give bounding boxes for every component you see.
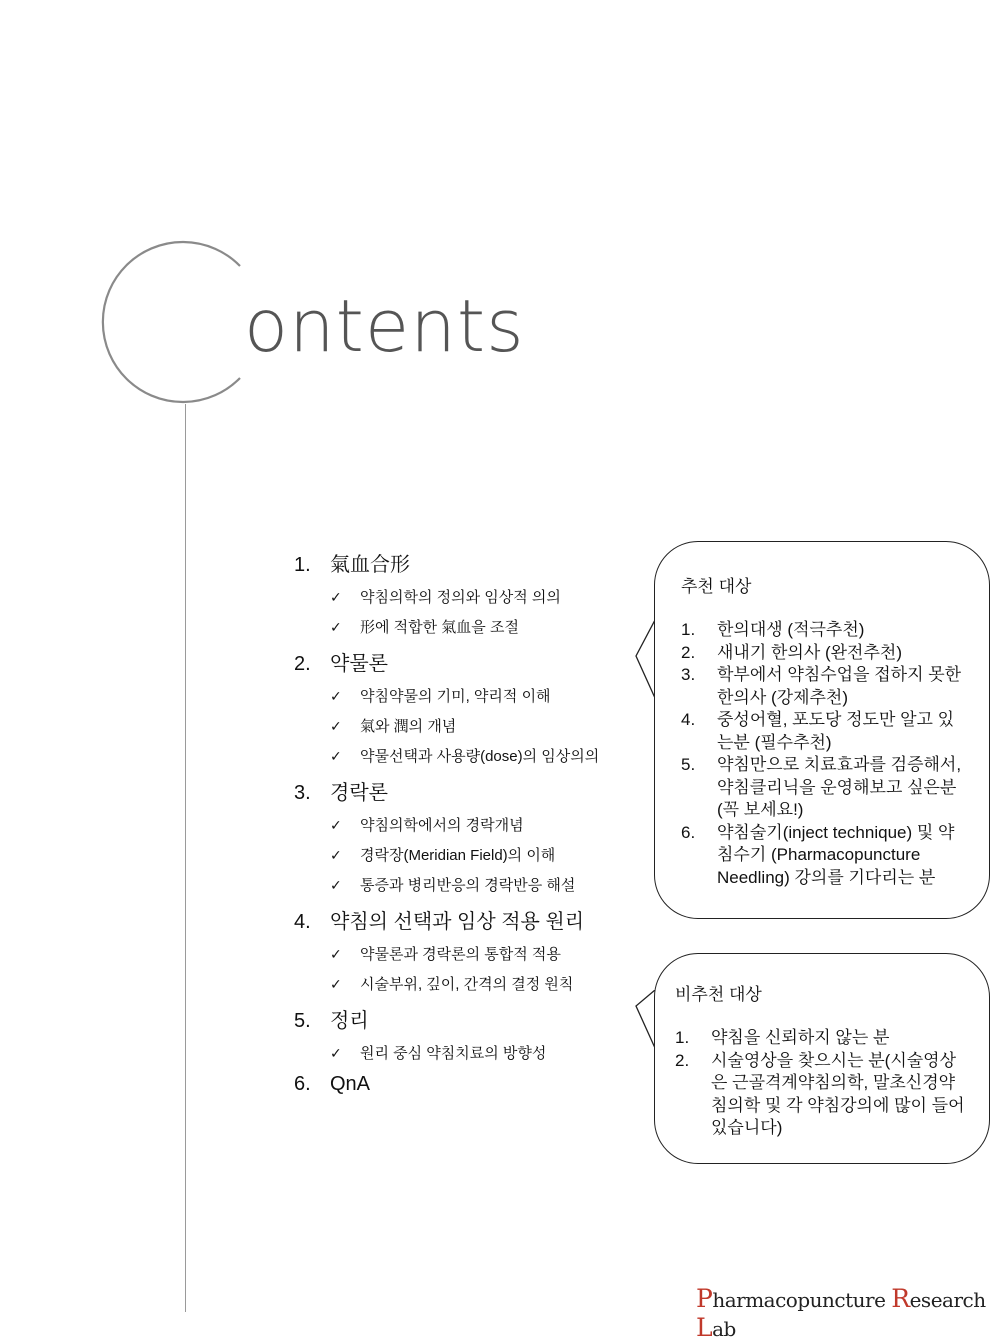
subitem-label: 氣와 潤의 개념 (360, 718, 457, 735)
check-icon: ✓ (330, 818, 342, 834)
item-text: 시술영상을 찾으시는 분(시술영상은 근골격계약침의학, 말초신경약침의학 및 각 약침강의에 많이 들어 있습니다) (711, 1050, 965, 1137)
toc-subitem (330, 586, 634, 607)
subitem-label: 경락장(Meridian Field)의 이해 (360, 847, 556, 864)
toc-subitem (330, 973, 634, 994)
item-number: 6. (681, 822, 696, 842)
item-text: 새내기 한의사 (완전추천) (717, 642, 902, 662)
not-recommended-heading: 비추천 대상 (675, 985, 762, 1004)
lab-logo (696, 1284, 1008, 1342)
list-item (681, 754, 965, 822)
item-text: 약침만으로 치료효과를 검증해서, 약침클리닉을 운영해보고 싶은분 (꼭 보세요!) (717, 755, 962, 819)
toc-section (294, 647, 634, 676)
item-text: 중성어혈, 포도당 정도만 알고 있는분 (필수추천) (717, 710, 955, 752)
page-title: ontents (244, 284, 525, 368)
toc-section (294, 905, 634, 934)
toc-subitem (330, 874, 634, 895)
item-text: 학부에서 약침수업을 접하지 못한 한의사 (강제추천) (717, 665, 962, 707)
list-item (681, 664, 965, 709)
section-title: 경락론 (330, 782, 388, 804)
toc-subitem (330, 1042, 634, 1063)
section-title: 정리 (330, 1010, 369, 1032)
subitem-label: 形에 적합한 氣血을 조절 (360, 619, 519, 636)
item-number: 2. (675, 1050, 690, 1070)
logo-letter: R (891, 1284, 910, 1313)
section-title: 약침의 선택과 임상 적용 원리 (330, 911, 585, 933)
subitem-label: 약물선택과 사용량(dose)의 임상의의 (360, 748, 600, 765)
subitem-label: 시술부위, 깊이, 간격의 결정 원칙 (360, 976, 574, 993)
item-text: 약침을 신뢰하지 않는 분 (711, 1028, 890, 1047)
section-number: 2. (294, 653, 311, 675)
check-icon: ✓ (330, 947, 342, 963)
toc-section (294, 1073, 634, 1096)
check-icon: ✓ (330, 1046, 342, 1062)
recommended-heading: 추천 대상 (681, 577, 752, 596)
check-icon: ✓ (330, 689, 342, 705)
check-icon: ✓ (330, 878, 342, 894)
item-number: 1. (681, 620, 696, 639)
logo-text: esearch (909, 1288, 986, 1312)
toc-section (294, 776, 634, 805)
toc-subitem (330, 685, 634, 706)
toc-subitem (330, 745, 634, 766)
toc-section (294, 1004, 634, 1033)
section-number: 3. (294, 782, 311, 804)
recommended-bubble (654, 541, 990, 919)
item-text: 약침술기(inject technique) 및 약침수기 (Pharmacopuncture Needling) 강의를 기다리는 분 (717, 822, 955, 887)
section-number: 4. (294, 911, 311, 933)
toc-subitem (330, 844, 634, 865)
recommended-list (681, 619, 965, 889)
not-recommended-bubble (654, 953, 990, 1164)
logo-text: harmacopuncture (712, 1288, 892, 1312)
item-text: 한의대생 (적극추천) (717, 620, 865, 639)
check-icon: ✓ (330, 590, 342, 606)
item-number: 2. (681, 642, 696, 662)
subitem-label: 통증과 병리반응의 경락반응 해설 (360, 877, 576, 894)
item-number: 3. (681, 665, 696, 684)
section-number: 6. (294, 1073, 311, 1095)
section-title: QnA (330, 1073, 371, 1095)
logo-letter: P (696, 1284, 713, 1313)
toc-subitem (330, 943, 634, 964)
list-item (681, 642, 965, 665)
section-number: 1. (294, 554, 311, 576)
check-icon: ✓ (330, 620, 342, 636)
check-icon: ✓ (330, 848, 342, 864)
vertical-divider (185, 404, 186, 1312)
check-icon: ✓ (330, 749, 342, 765)
list-item (681, 709, 965, 754)
item-number: 4. (681, 710, 696, 729)
subitem-label: 약침의학의 정의와 임상적 의의 (360, 589, 561, 606)
section-title: 약물론 (330, 653, 388, 675)
subitem-label: 약물론과 경락론의 통합적 적용 (360, 946, 561, 963)
toc-subitem (330, 814, 634, 835)
logo-text: ab (712, 1317, 736, 1341)
section-number: 5. (294, 1010, 311, 1032)
toc-subitem (330, 715, 634, 736)
not-recommended-list (675, 1027, 969, 1140)
toc-subitem (330, 616, 634, 637)
item-number: 1. (675, 1028, 690, 1047)
check-icon: ✓ (330, 977, 342, 993)
table-of-contents (294, 540, 634, 1096)
subitem-label: 약침약물의 기미, 약리적 이해 (360, 688, 551, 705)
logo-letter: L (696, 1313, 713, 1342)
list-item (675, 1050, 969, 1140)
list-item (675, 1027, 969, 1050)
list-item (681, 619, 965, 642)
list-item (681, 822, 965, 890)
section-title: 氣血合形 (330, 554, 410, 576)
subitem-label: 원리 중심 약침치료의 방향성 (360, 1045, 547, 1062)
toc-section (294, 548, 634, 577)
item-number: 5. (681, 755, 696, 774)
subitem-label: 약침의학에서의 경락개념 (360, 817, 524, 834)
check-icon: ✓ (330, 719, 342, 735)
